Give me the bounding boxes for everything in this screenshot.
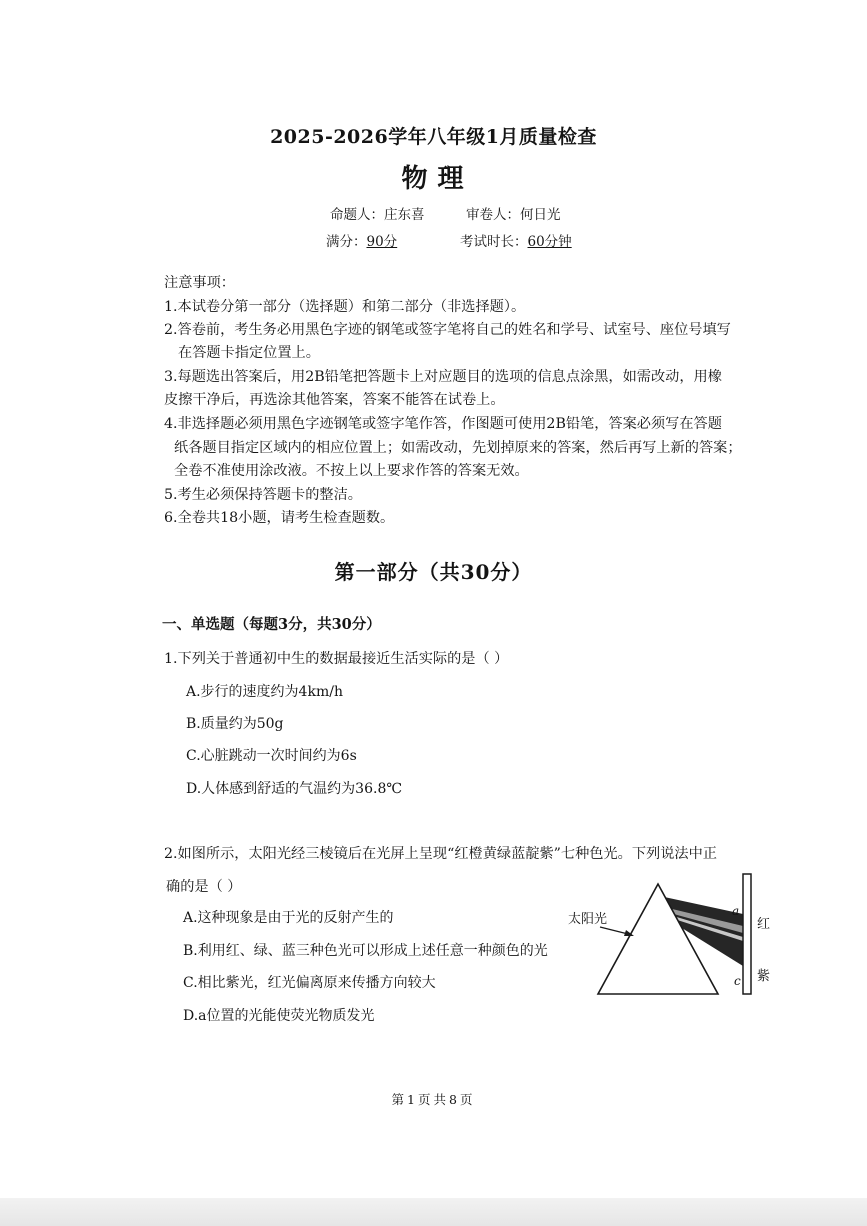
- subject-title: 物理: [401, 164, 474, 194]
- label-red: 红: [757, 917, 771, 932]
- author-name: 庄东喜: [384, 207, 425, 223]
- q2-option-c: C.相比紫光，红光偏离原来传播方向较大: [183, 975, 436, 991]
- label-violet: 紫: [757, 969, 771, 984]
- q1-option-c: C.心脏跳动一次时间约为6s: [186, 748, 357, 764]
- score-label: 满分：: [326, 234, 367, 250]
- q2-option-b: B.利用红、绿、蓝三种色光可以形成上述任意一种颜色的光: [183, 943, 548, 959]
- q2-option-a: A.这种现象是由于光的反射产生的: [183, 910, 394, 926]
- author-line: [330, 203, 425, 223]
- q2-option-d: D.a位置的光能使荧光物质发光: [183, 1008, 375, 1024]
- reviewer-line: [466, 203, 561, 223]
- section-heading: 一、单选题（每题3分，共30分）: [162, 616, 381, 633]
- light-screen: [743, 874, 751, 994]
- reviewer-label: 审卷人：: [466, 207, 520, 223]
- note-item: 5.考生必须保持答题卡的整洁。: [164, 487, 362, 503]
- time-line: [460, 230, 572, 250]
- note-item: 4.非选择题必须用黑色字迹钢笔或签字笔作答，作图题可使用2B铅笔，答案必须写在答题: [164, 416, 722, 432]
- label-c: c: [734, 974, 741, 988]
- notes-heading: 注意事项：: [164, 275, 235, 291]
- author-label: 命题人：: [330, 207, 384, 223]
- note-item: 皮擦干净后，再选涂其他答案，答案不能答在试卷上。: [164, 392, 505, 408]
- reviewer-name: 何日光: [520, 207, 561, 223]
- prism-figure: [560, 870, 780, 1000]
- q1-option-d: D.人体感到舒适的气温约为36.8℃: [186, 781, 403, 797]
- q1-option-a: A.步行的速度约为4km/h: [186, 684, 343, 700]
- note-item: 纸各题目指定区域内的相应位置上；如需改动，先划掉原来的答案，然后再写上新的答案；: [174, 440, 742, 456]
- score-line: [326, 230, 397, 250]
- note-item: 全卷不准使用涂改液。不按上以上要求作答的答案无效。: [174, 463, 529, 479]
- page-number: 第1页共8页: [391, 1092, 476, 1107]
- question-2-stem-line2: 确的是（ ）: [166, 879, 242, 895]
- part-title: 第一部分（共30分）: [334, 560, 533, 584]
- note-item: 3.每题选出答案后，用2B铅笔把答题卡上对应题目的选项的信息点涂黑，如需改动，用橡: [164, 369, 722, 385]
- q1-option-b: B.质量约为50g: [186, 716, 284, 732]
- note-item: 2.答卷前，考生务必用黑色字迹的钢笔或签字笔将自己的姓名和学号、试室号、座位号填写: [164, 322, 731, 338]
- sunlight-label: 太阳光: [568, 912, 608, 927]
- time-value: 60分钟: [527, 234, 572, 250]
- question-2-stem-line1: 2.如图所示，太阳光经三棱镜后在光屏上呈现“红橙黄绿蓝靛紫”七种色光。下列说法中正: [164, 846, 717, 862]
- label-a: a: [732, 904, 740, 918]
- time-label: 考试时长：: [460, 234, 528, 250]
- note-item: 在答题卡指定位置上。: [178, 345, 320, 361]
- note-item: 1.本试卷分第一部分（选择题）和第二部分（非选择题）。: [164, 299, 526, 315]
- question-1-stem: 1.下列关于普通初中生的数据最接近生活实际的是（ ）: [164, 651, 509, 667]
- note-item: 6.全卷共18小题，请考生检查题数。: [164, 510, 395, 526]
- scan-edge: [0, 1198, 867, 1226]
- exam-title: 2025-2026学年八年级1月质量检查: [270, 126, 597, 148]
- score-value: 90分: [366, 234, 398, 250]
